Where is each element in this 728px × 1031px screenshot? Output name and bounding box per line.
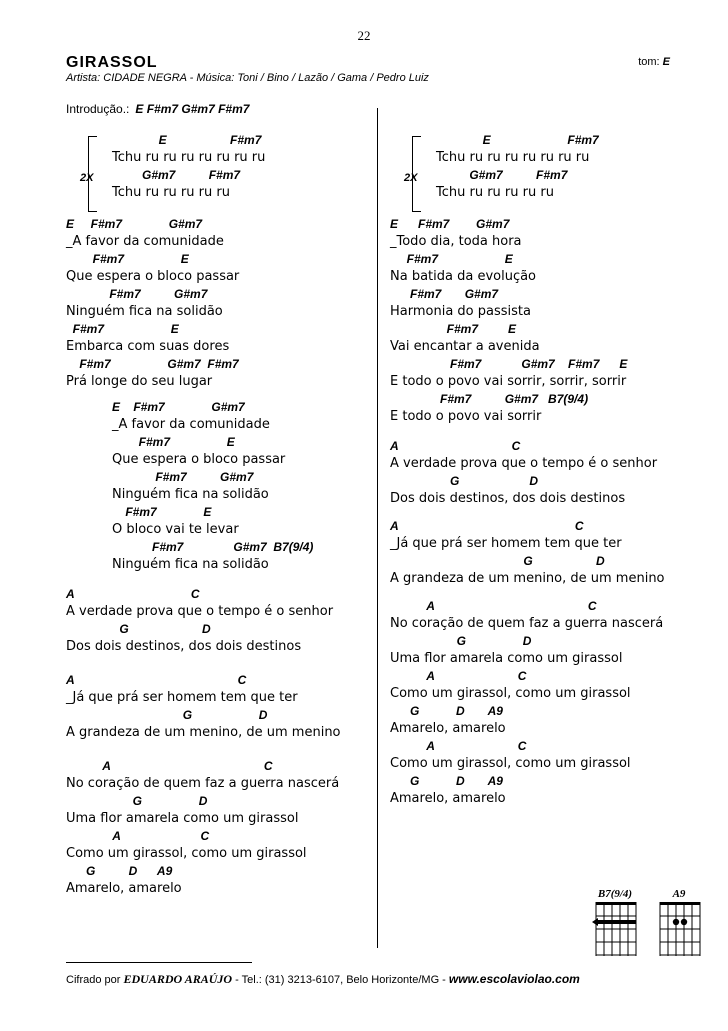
chord-line: F#m7 G#m7 B7(9/4) [390,392,589,406]
lyric-line: Prá longe do seu lugar [66,374,213,389]
repeat-block-right [390,132,690,202]
diagram-label: B7(9/4) [597,888,633,900]
website-link[interactable]: www.escolaviolao.com [448,972,580,986]
chord-line: A C [390,439,521,453]
chord-diagram-b7-9-4 [592,888,640,963]
lyric-line: O bloco vai te levar [112,522,239,537]
chord-line: F#m7 G#m7 B7(9/4) [112,540,314,554]
verse-block-indented [112,399,366,574]
lyric-line: _Já que prá ser homem tem que ter [390,536,622,551]
chord-line: E F#m7 G#m7 [390,217,510,231]
chord-line: F#m7 G#m7 [66,287,208,301]
chord-line: G#m7 F#m7 [436,168,568,182]
chord-line: A C [66,759,273,773]
lyric-line: Tchu ru ru ru ru ru ru ru [112,150,266,165]
repeat-block-left [66,132,366,202]
lyric-line: Dos dois destinos, dos dois destinos [390,491,626,506]
footer-rule [66,962,252,963]
lyric-line: Embarca com suas dores [66,339,230,354]
lyric-line: _Já que prá ser homem tem que ter [66,690,298,705]
lyric-line: Ninguém fica na solidão [112,557,269,572]
lyric-line: Na batida da evolução [390,269,537,284]
lyric-line: Ninguém fica na solidão [66,304,223,319]
chord-line: G D [66,708,268,722]
lyric-line: Como um girassol, como um girassol [390,756,631,771]
diagram-label: A9 [672,888,686,900]
chord-line: F#m7 E [112,435,235,449]
lyric-line: Amarelo, amarelo [390,791,506,806]
chord-line: F#m7 E [112,505,212,519]
lyric-line: A grandeza de um menino, de um menino [66,725,341,740]
chord-line: G D A9 [390,704,503,718]
artist-credits: Artista: CIDADE NEGRA - Música: Toni / Bino / Lazão / Gama / Pedro Luiz [66,72,429,84]
lyric-line: Uma flor amarela como um girassol [390,651,623,666]
song-title: GIRASSOL [66,54,158,71]
verse-block [390,216,690,426]
chord-line: A C [66,829,210,843]
lyric-line: Tchu ru ru ru ru ru [436,185,554,200]
lyric-line: Harmonia do passista [390,304,531,319]
chord-line: G D [66,622,211,636]
chord-line: F#m7 G#m7 [390,287,499,301]
chord-line: G D [390,474,539,488]
lyric-line: A grandeza de um menino, de um menino [390,571,665,586]
lyric-line: _Todo dia, toda hora [390,234,522,249]
chord-line: A C [390,739,527,753]
lyric-line: Uma flor amarela como um girassol [66,811,299,826]
chord-line: G D A9 [390,774,503,788]
chord-line: E F#m7 [436,133,599,147]
chord-line: F#m7 E [390,322,517,336]
footer: Cifrado por EDUARDO ARAÚJO - Tel.: (31) 3213-6107, Belo Horizonte/MG - www.escolaviolao.com [66,972,580,986]
fretboard-icon [592,900,640,958]
lyric-line: Amarelo, amarelo [66,881,182,896]
chord-line: G D [66,794,208,808]
lyric-line: Dos dois destinos, dos dois destinos [66,639,302,654]
arranger-name: EDUARDO ARAÚJO [123,972,233,986]
chord-line: G#m7 F#m7 [112,168,241,182]
chord-line: F#m7 G#m7 F#m7 E [390,357,628,371]
chord-line: A C [390,599,597,613]
lyric-line: Tchu ru ru ru ru ru [112,185,230,200]
chord-line: F#m7 E [66,252,189,266]
page-number: 22 [357,28,371,43]
lyric-line: Que espera o bloco passar [112,452,286,467]
column-divider [377,108,378,948]
chord-line: A C [66,587,200,601]
chord-line: F#m7 E [66,322,179,336]
fretboard-icon [656,900,704,958]
repeat-label: 2X [404,172,418,184]
lyric-line: Que espera o bloco passar [66,269,240,284]
lyric-line: E todo o povo vai sorrir [390,409,542,424]
lyric-line: _A favor da comunidade [66,234,224,249]
lyric-line: A verdade prova que o tempo é o senhor [66,604,334,619]
lyric-line: Como um girassol, como um girassol [66,846,307,861]
lyric-line: No coração de quem faz a guerra nascerá [66,776,340,791]
intro-chords: E F#m7 G#m7 F#m7 [135,102,250,116]
lyric-line: Como um girassol, como um girassol [390,686,631,701]
chord-line: G D A9 [66,864,173,878]
verse-block [66,216,366,391]
chord-line: A C [390,519,584,533]
left-column [66,132,366,898]
lyric-line: Tchu ru ru ru ru ru ru ru [436,150,590,165]
song-key: tom: E [638,56,670,68]
chorus-block [66,586,366,898]
lyric-line: _A favor da comunidade [112,417,270,432]
chord-line: E F#m7 G#m7 [112,400,245,414]
chord-line: E F#m7 G#m7 [66,217,203,231]
chord-line: A C [66,673,247,687]
chorus-block [390,438,690,808]
chord-line: G D [390,634,532,648]
chord-line: A C [390,669,527,683]
right-column [390,132,690,808]
repeat-label: 2X [80,172,94,184]
chord-diagram-a9 [656,888,704,963]
intro-line: Introdução.: E F#m7 G#m7 F#m7 [66,102,250,116]
lyric-line: Ninguém fica na solidão [112,487,269,502]
chord-line: F#m7 E [390,252,513,266]
lyric-line: A verdade prova que o tempo é o senhor [390,456,658,471]
lyric-line: Vai encantar a avenida [390,339,540,354]
lyric-line: Amarelo, amarelo [390,721,506,736]
chord-line: G D [390,554,605,568]
chord-line: F#m7 G#m7 [112,470,254,484]
lyric-line: E todo o povo vai sorrir, sorrir, sorrir [390,374,627,389]
lyric-line: No coração de quem faz a guerra nascerá [390,616,664,631]
chord-line: E F#m7 [112,133,262,147]
chord-line: F#m7 G#m7 F#m7 [66,357,239,371]
